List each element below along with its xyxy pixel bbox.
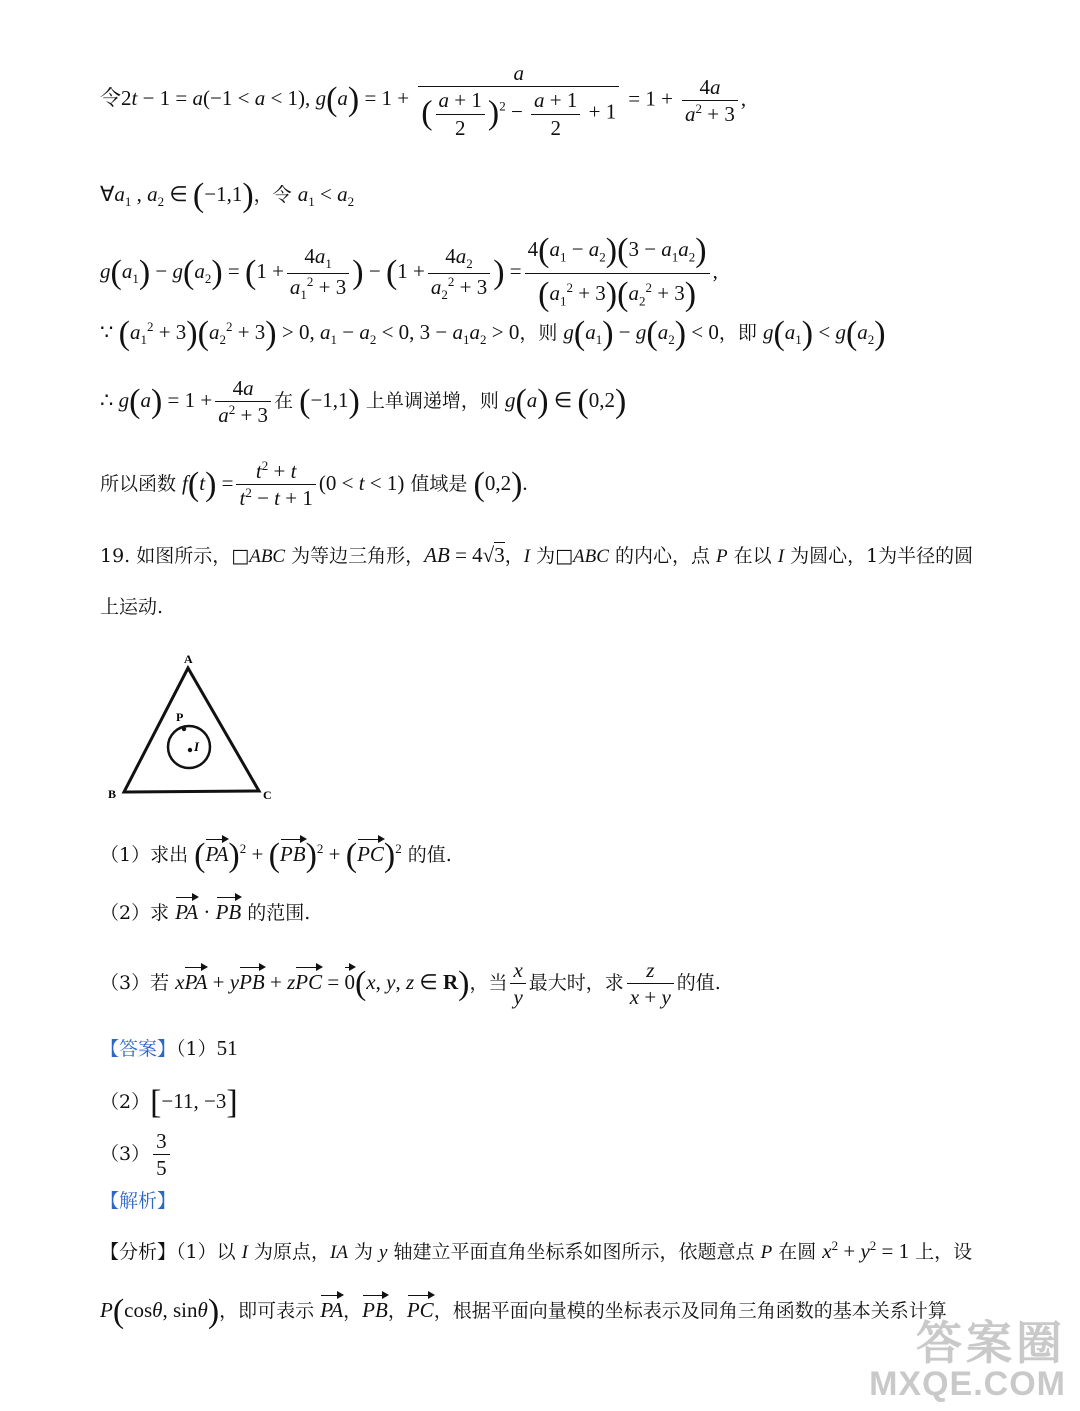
incircle-unit	[168, 726, 210, 768]
watermark-line-1: 答案圈	[916, 1317, 1066, 1370]
analysis-line-1: 【分析】（1）以 I 为原点，IA 为 y 轴建立平面直角坐标系如图所示，依题意点 P 在圆 $x^2 + y^2 = 1$ 上，设	[100, 1238, 973, 1263]
line-therefore: ∴ g(a) = 1 + $\frac{4a}{a^2 + 3}$ 在 (−1,1) 上单调递增，则 g(a) ∈ (0,2)	[100, 376, 627, 428]
point-p-dot	[182, 727, 186, 731]
sub-question-1: （1）求出 (PA)$^2$ + (PB)$^2$ + (PC)$^2$ 的值.	[100, 837, 452, 874]
line-forall: $\forall a_1$ , $a_2$ ∈ (−1,1)，令 $a_1 < a_2$	[100, 177, 355, 214]
sub-question-2: （2）求 PA · PB 的范围.	[100, 900, 311, 924]
q19-line2: 上运动.	[100, 596, 164, 618]
triangle-figure	[102, 645, 282, 810]
line-range: 所以函数 f(t) = $\frac{t^2 + t}{t^2 - t + 1}$ (0 < t < 1) 值域是 (0,2).	[100, 458, 528, 511]
analysis-tag: 【解析】	[100, 1190, 177, 1212]
point-i-dot	[188, 748, 192, 752]
analysis-line-2: P(cosθ, sinθ)，即可表示 PA，PB，PC，根据平面向量模的坐标表示及同角三角函数的基本关系计算	[100, 1293, 947, 1330]
figure-label-b: B	[108, 787, 117, 801]
answer-line-1	[100, 1036, 238, 1061]
figure-label-i: I	[194, 739, 200, 754]
q19-line1: 19. 如图所示，□ABC 为等边三角形，AB = 4√3，I 为□ABC 的内心，点 P 在以 I 为圆心，1为半径的圆	[100, 543, 974, 567]
answer-1: （1）51	[176, 1036, 238, 1060]
answer-2: （2）[−11, −3]	[100, 1084, 238, 1121]
figure-label-p: P	[176, 710, 184, 724]
triangle-abc	[124, 668, 259, 792]
watermark-line-2: MXQE.COM	[869, 1365, 1066, 1404]
sub-question-3: （3）若 xPA + yPB + zPC = 0(x, y, z ∈ R)，当 $\frac{x}{y}$ 最大时，求 $\frac{z}{x + y}$ 的值.	[100, 958, 721, 1010]
answer-3: （3） $\frac{3}{5}$	[100, 1128, 173, 1182]
watermark	[869, 1319, 1066, 1403]
line-because: ∵ $(a_1^2 + 3)(a_2^2 + 3) > 0$, $a_1 - a_2 < 0$, $3 - a_1a_2 > 0$，则 $g(a_1) - g(a_2) < 0$，即 $g(a_1) < g(a_2)$	[100, 315, 886, 352]
line-diff: $g(a_1) - g(a_2) = (1$ + $\frac{4a_1}{a_1^2 + 3}$ ) − (1 + $\frac{4a_2}{a_2^2 + 3}$ ) = $\frac{4(a_1 - a_2)(3 - a_1a_2)}{(a_1^2 + 3)(a_2^2 + 3)}$ ,	[100, 232, 718, 313]
answer-tag: 【答案】	[100, 1038, 177, 1060]
line-g-def: 令2t − 1 = a(−1 < a < 1), g(a) = 1 + a ( $\frac{a + 1}{2}$ )$^2$ − $\frac{a + 1}{2}$ + 1 = 1 + $\frac{4a}{a^2 + 3}$ ,	[100, 61, 747, 140]
figure-label-c: C	[263, 788, 272, 802]
figure-label-a: A	[184, 652, 193, 666]
